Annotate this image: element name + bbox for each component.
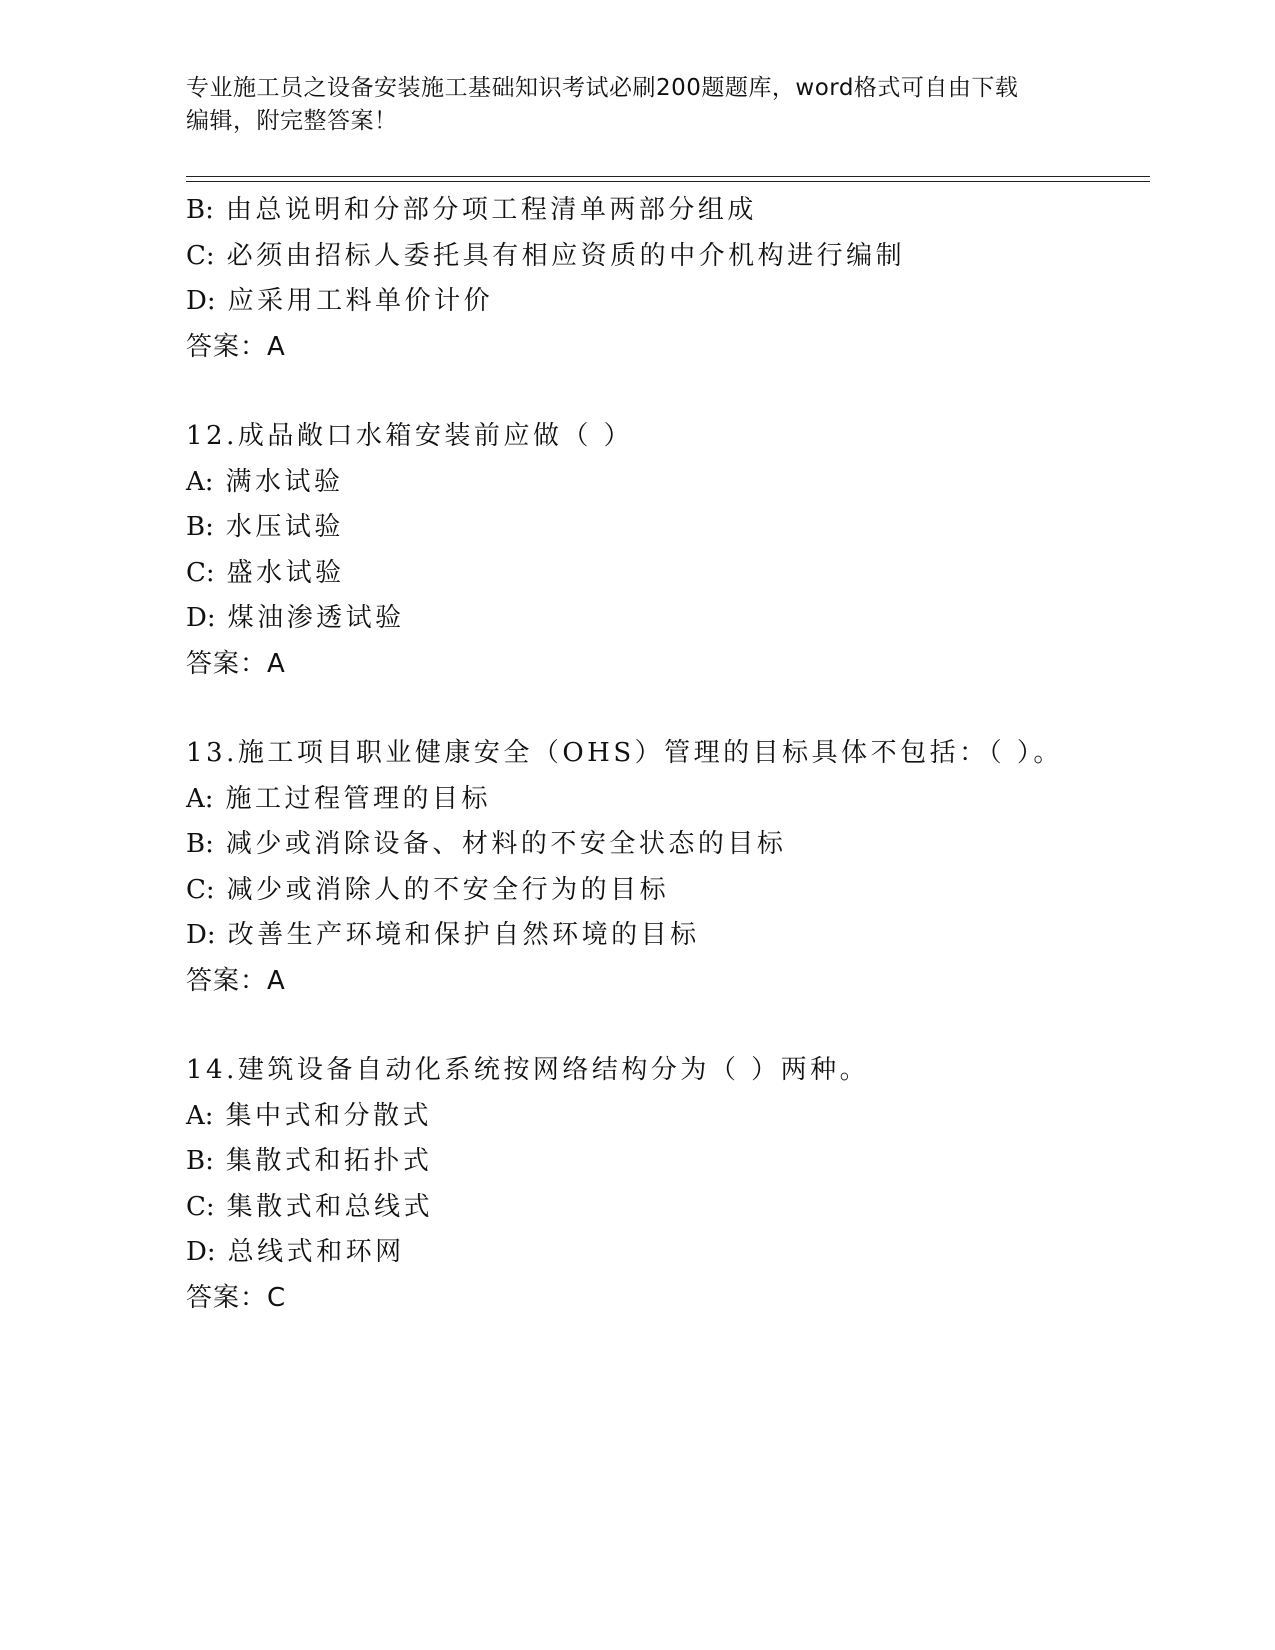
- option-b: B: 减少或消除设备、材料的不安全状态的目标: [186, 829, 787, 859]
- option-c: C: 必须由招标人委托具有相应资质的中介机构进行编制: [186, 240, 906, 271]
- option-c: C: 盛水试验: [186, 557, 345, 588]
- option-a: A: 满水试验: [186, 466, 344, 497]
- option-a: A: 集中式和分散式: [186, 1100, 433, 1131]
- option-a: A: 施工过程管理的目标: [186, 783, 492, 814]
- option-d: D: 煤油渗透试验: [186, 603, 405, 633]
- header-divider-top: [186, 176, 1150, 177]
- header-line-2: 编辑，附完整答案！: [186, 108, 398, 134]
- answer-line: 答案：A: [186, 331, 286, 362]
- option-d: D: 应采用工料单价计价: [186, 286, 494, 316]
- question-stem: 14.建筑设备自动化系统按网络结构分为（ ）两种。: [186, 1055, 870, 1085]
- header-divider-bottom: [186, 181, 1150, 182]
- question-stem: 13.施工项目职业健康安全（OHS）管理的目标具体不包括：（ ）。: [186, 738, 1063, 768]
- option-d: D: 改善生产环境和保护自然环境的目标: [186, 920, 700, 950]
- header-line-1: 专业施工员之设备安装施工基础知识考试必刷200题题库，word格式可自由下载: [186, 75, 1019, 101]
- option-b: B: 由总说明和分部分项工程清单两部分组成: [186, 195, 757, 225]
- option-c: C: 减少或消除人的不安全行为的目标: [186, 874, 670, 905]
- option-b: B: 集散式和拓扑式: [186, 1146, 433, 1176]
- option-d: D: 总线式和环网: [186, 1237, 405, 1267]
- document-header: [186, 72, 1086, 138]
- answer-line: 答案：A: [186, 648, 286, 679]
- answer-line: 答案：A: [186, 965, 286, 996]
- question-content: [186, 188, 1146, 1321]
- option-c: C: 集散式和总线式: [186, 1191, 434, 1222]
- option-b: B: 水压试验: [186, 512, 344, 542]
- answer-line: 答案：C: [186, 1282, 287, 1313]
- question-stem: 12.成品敞口水箱安装前应做（ ）: [186, 421, 634, 451]
